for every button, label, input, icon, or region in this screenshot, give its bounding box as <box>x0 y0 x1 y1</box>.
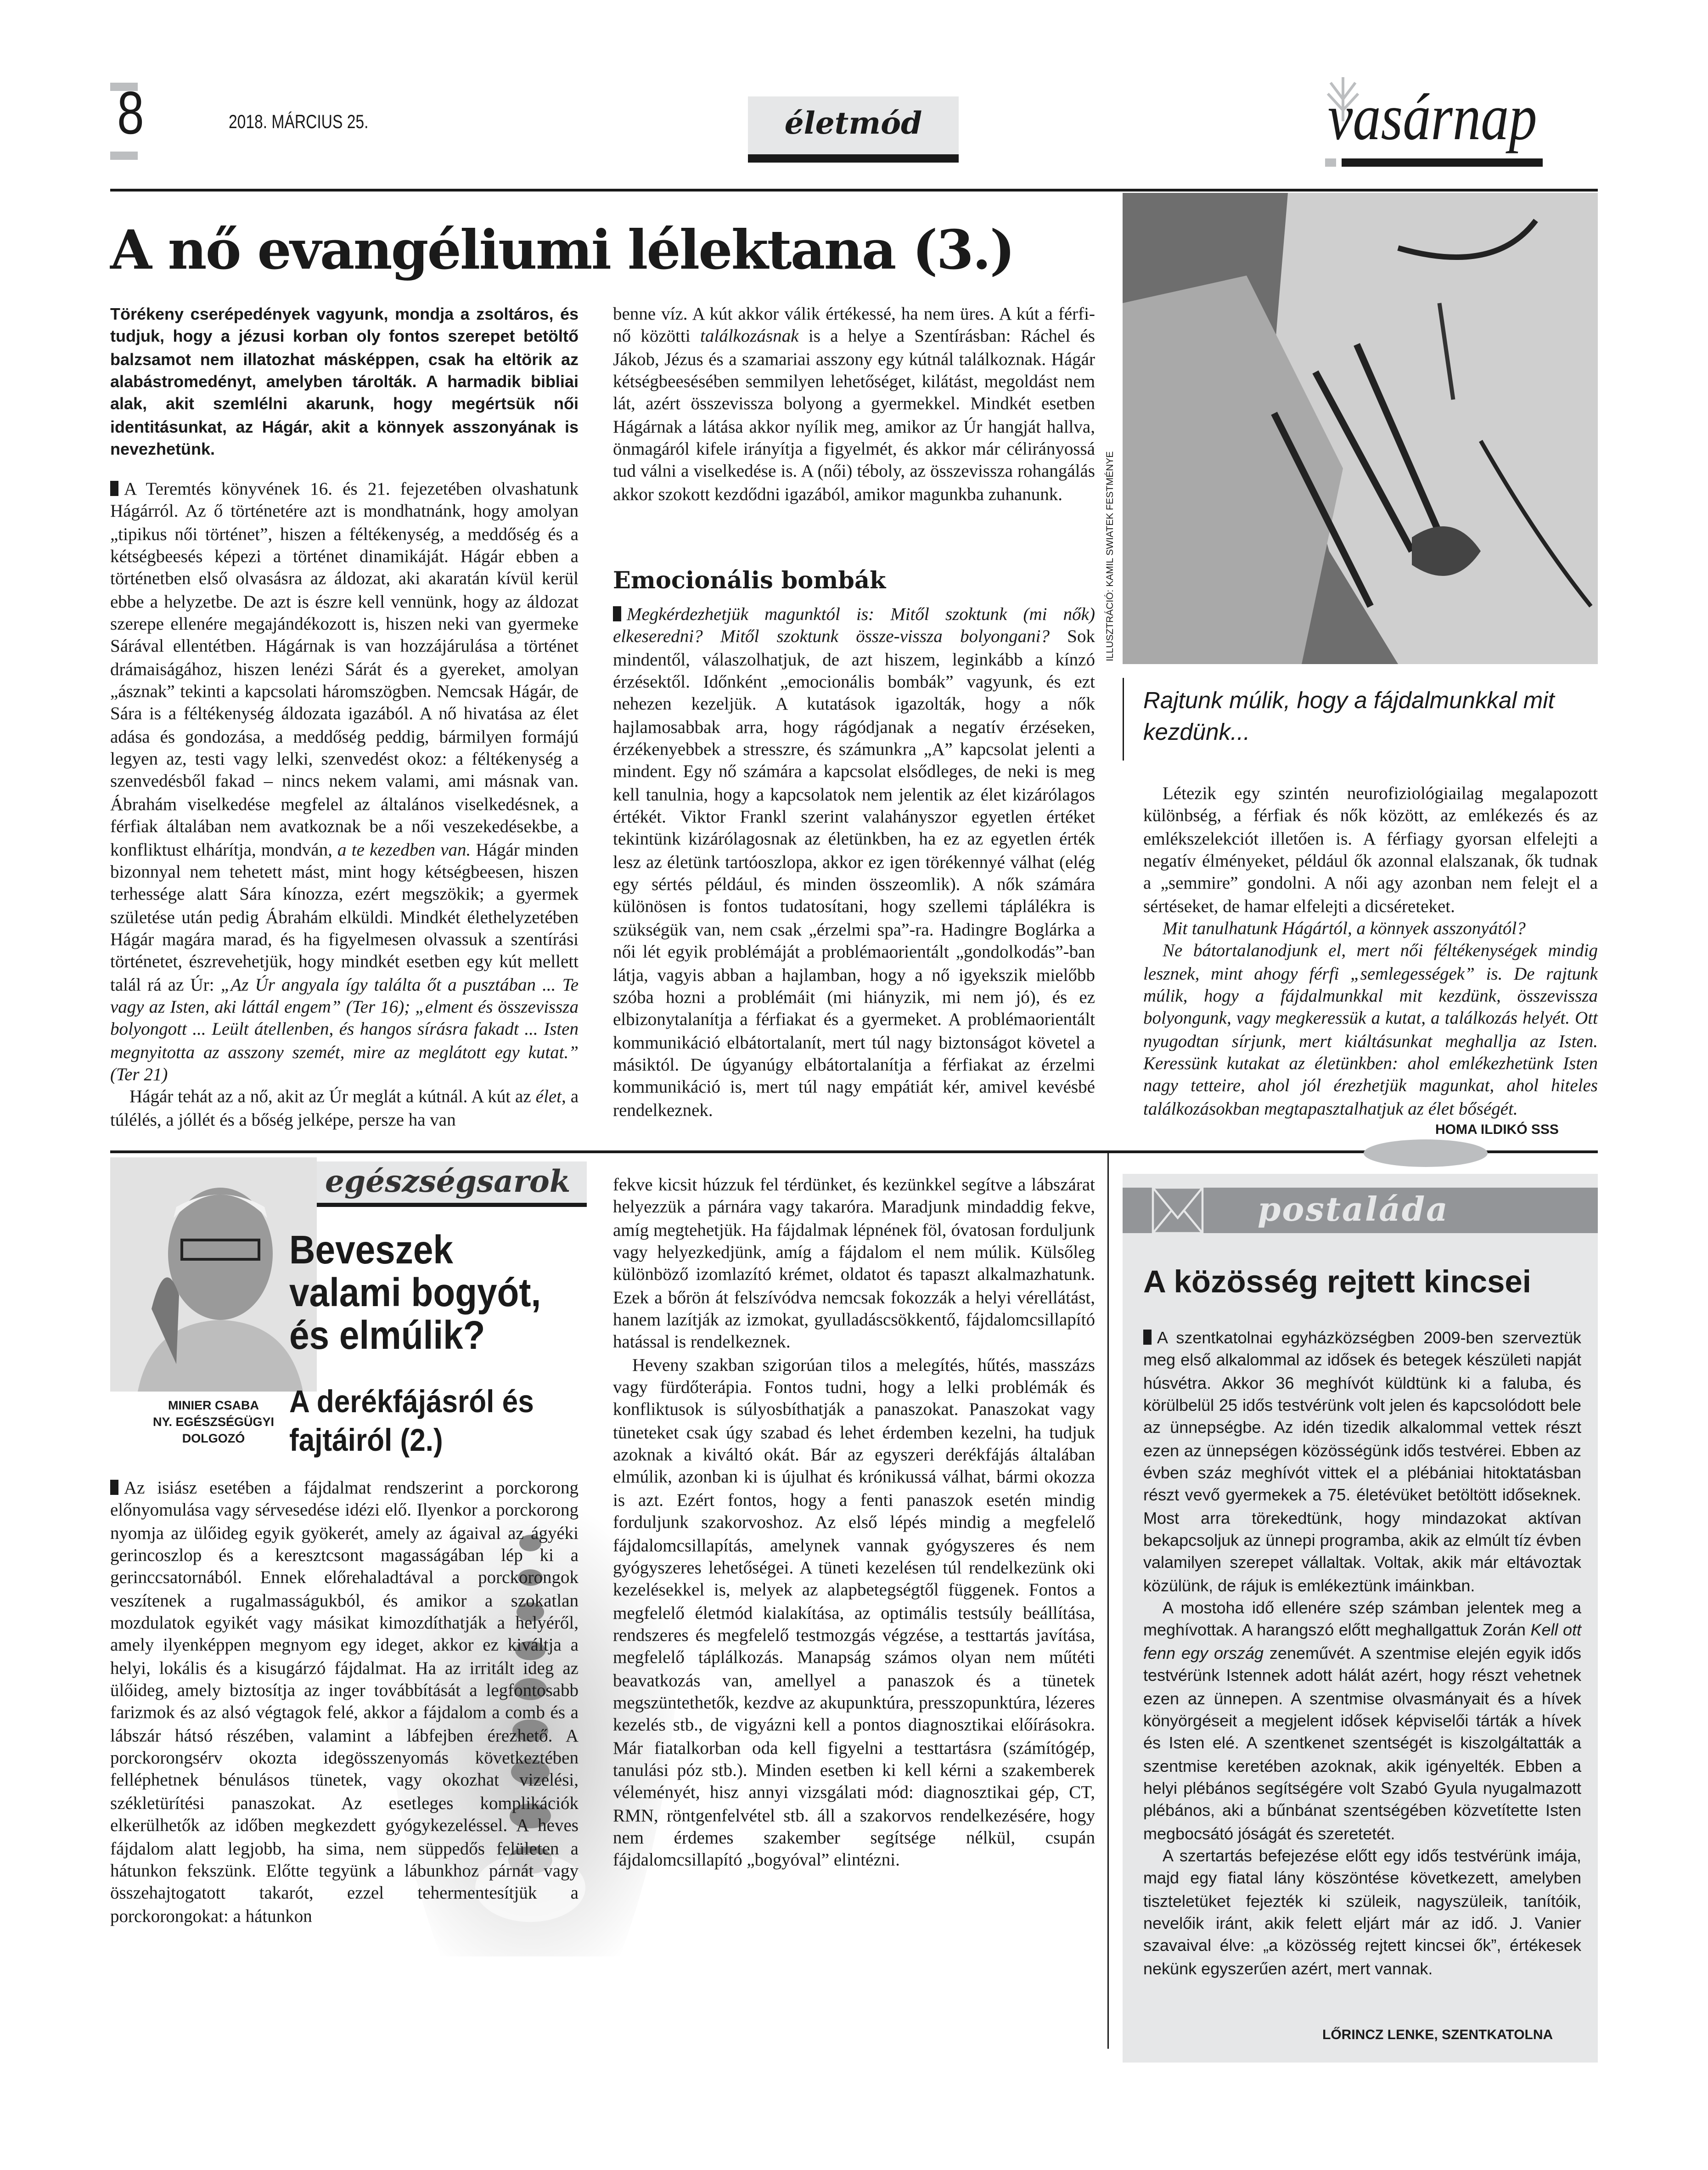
author-role: NY. EGÉSZSÉGÜGYI <box>152 1415 275 1429</box>
text-segment: A Teremtés könyvének 16. és 21. fejezetében olvashatunk Hágárról. Az ő történetére azt is mondhatnánk, hogy amolyan „tipikus női történet”, hiszen a féltékenység, a meddőség és a kétségbeesés képezi a történet dinamikáját. Hágár ebben a történetben első olvasásra az áldozat, aki akaratán kívül kerül ebbe a helyzetbe. De azt is észre kell vennünk, hogy az áldozat szerepe ellenére megajándékozott is, hiszen neki van gyermeke Sárával ellentétben. Hágárnak is van hozzájárulása a történet drámaiságához, hiszen lenézi Sárát és a gyereket, amolyan „ásznak” tekinti a kapcsolati háromszögben. Nemcsak Hágár, de Sára is a féltékenység áldozata igazából. A nő hivatása az élet adása és gondozása, a meddőség peddig, bármilyen formájú legyen az, testi vagy lelki, szenvedést okoz: a féltékenység a szenvedésből fakad – nincs nekem valami, ami másnak van. Ábrahám viselkedése megfelel az általános viselkedésnek, a férfiak általában nem avatkoznak be a női veszekedésekbe, a konfliktust elhárítja, mondván, <box>110 478 579 859</box>
paragraph <box>613 1174 1095 1354</box>
health-section-text: egészségsarok <box>325 1164 571 1200</box>
text-segment: találkozásnak <box>700 326 799 347</box>
mailbox-title: A közösség rejtett kincsei <box>1143 1263 1531 1299</box>
paragraph <box>110 1477 579 1928</box>
mailbox-header <box>1123 1188 1598 1233</box>
mailbox-byline: LŐRINCZ LENKE, SZENTKATOLNA <box>1322 2028 1553 2043</box>
masthead <box>1322 72 1598 168</box>
mailbox-section-text: postaláda <box>1258 1189 1449 1229</box>
header-rule <box>110 189 1598 192</box>
man-portrait-image <box>110 1157 317 1392</box>
pull-quote: Rajtunk múlik, hogy a fájdalmunkkal mit kezdünk... <box>1143 688 1555 745</box>
text-segment: fekve kicsit húzzuk fel térdünket, és kezünkkel segítve a lábszárat helyezzük a párnára vagy takaróra. Maradjunk mindaddig fekve, amíg megtehetjük. Ha fájdalmak lépnének föl, óvatosan forduljunk vagy helyezkedjünk, amíg a fájdalom el nem múlik. Külsőleg különböző izomlazító krémet, oldatot és tapaszt alkalmazhatunk. Ezek a bőrön át felszívódva nemcsak fokozzák a helyi vérellátást, hanem lazítják az izmokat, gyulladáscsökkentő, fájdalomcsillapító hatással is rendelkeznek. <box>613 1174 1095 1353</box>
health-subtitle: A derékfájásról és fajtáiról (2.) <box>289 1383 534 1458</box>
article-column-2 <box>613 303 1095 537</box>
article-column-3 <box>1143 783 1598 1119</box>
paragraph <box>1143 1327 1581 1597</box>
paragraph <box>613 1354 1095 1872</box>
article-lead: Törékeny cserépedények vagyunk, mondja a zsoltáros, és tudjuk, hogy a jézusi korban oly fontos szerepet betöltő balzsamot nem illatozhat másképpen, csak ha eltörik az alabástromedényt, amelyben tárolták. A harmadik bibliai alak, akit szemlélni akarunk, hogy megértsük női identitásunkat, az Hágár, akit a könnyek asszonyának is nevezhetünk. <box>110 304 579 459</box>
text-segment: Létezik egy szintén neurofiziológiailag megalapozott különbség, a férfiak és nők között, az emlékezés és az emlékszelekciót illetően is. A férfiagy gyorsan elfelejti a negatív élményeket, például ők azonnal elalszanak, ők tudnak a „semmire” gondolni. A női agy azonban nem felejt el a sértéseket, de hamar elfelejti a dicséreteket. <box>1143 783 1598 916</box>
masthead-bar-black <box>1342 158 1543 167</box>
text-segment: Az isiász esetében a fájdalmat rendszerint a porckorong előnyomulása vagy sérvesedése idézi elő. Ilyenkor a porckorong nyomja az ülőideg egyik gyökerét, amely az ágaival az ágyéki gerincoszlop és a keresztcsont magasságában lép ki a gerinccsatornából. Ennek előrehaladtával a porckorongok veszítenek a rugalmasságukból, és amikor a szokatlan mozdulatok egyikét vagy másikat kimozdíthatják a helyéről, amely ilyenképpen megnyom egy ideget, akkor ez kiváltja a helyi, lokális és a kisugárzó fájdalmat. Ha az irritált ideg az ülőideg, amely biztosítja az inger továbbítását a legfontosabb farizmok és az alsó végtagok felé, akkor a fájdalom a comb és a lábszár hátsó részében, valamint a lábfejben érezhető. A porckorongsérv okozta idegösszenyomás következtében felléphetnek bénulásos tünetek, vagy okozhat vizelési, székletürítési panaszokat. Az esetleges komplikációk elkerülhetők az időben megkezdett gyógykezeléssel. A heves fájdalom alatt legjobb, ha sima, nem süppedős felületen a hátunkon fekszünk. Előtte tegyünk a lábunkhoz párnát vagy összehajtogatott takarót, ezzel tehermentesítjük a porckorongokat: a hátunkon <box>110 1477 579 1926</box>
author-name: MINIER CSABA <box>168 1398 259 1412</box>
text-segment: élet <box>535 1086 562 1107</box>
paragraph <box>1143 783 1598 918</box>
page-number: 8 <box>117 80 144 147</box>
author-caption <box>110 1397 317 1447</box>
text-segment: Kell ott fenn egy ország <box>1143 1621 1582 1663</box>
paragraph <box>1143 1845 1581 1980</box>
paragraph <box>613 603 1095 1122</box>
text-segment: Mit tanulhatunk Hágártól, a könnyek asszonyától? <box>1163 918 1526 939</box>
article-title: A nő evangéliumi lélektana (3.) <box>110 219 1014 282</box>
text-segment: „Az Úr angyala így találta őt a pusztában ... Te vagy az Isten, aki láttál engem” (Ter 16); „elment és összevissza bolyongott ... Leült átellenben, és hangos sírásra fakadt ... Isten megnyitotta az asszony szemét, mire az meglátott egy kutat.” (Ter 21) <box>110 973 579 1084</box>
text-segment: A szentkatolnai egyházközségben 2009-ben szerveztük meg első alkalommal az idősek és betegek készületi napját húsvétra. Akkor 36 meghívót küldtünk ki a faluba, és körülbelül 25 idős testvérünk volt jelen és kapcsolódott bele az ünnepségbe. Az idén tizedik alkalommal vettek részt ezen az ünnepségen közösségünk idős testvérei. Ebben az évben száz meghívót vittek el a plébániai hitoktatásban részt vevő gyermekek a 75. életévüket betöltött időseknek. Most arra törekedtünk, hogy mindazokat aktívan bekapcsoljuk az ünnepi programba, akik az elmúlt tíz évben valamilyen szerepet vállaltak. Voltak, akik már eltávoztak közülünk, de rájuk is emlékeztünk imáinkban. <box>1143 1328 1581 1595</box>
text-segment: is a helye a Szentírásban: Ráchel és Jákob, Jézus és a szamariai asszony egy kútnál találkoznak. Hágár kétségbeesésében semmilyen lehetőséget, kilátást, megoldást nem lát, azért összevissza bolyong a gyermekkel. Mindkét esetben Hágárnak a látása akkor nyílik meg, amikor az Úr hangját hallva, önmagáról kifele irányítja a figyelmét, és akkor már célirányossá tud válni a viselkedése is. A (női) téboly, az összevissza rohangálás akkor szokott kezdődni igazából, amikor magunkba zuhanunk. <box>613 326 1095 504</box>
text-segment: zeneművét. A szentmise elején egyik idős testvérünk Istennek adott hálát azért, hogy részt vehetnek ezen az ünnepen. A szentmise olvasmányait és a hívek könyörgéseit a megjelent idősek képviselői tárták a hívek és Isten elé. A szentkenet szentségét is kiszolgáltatták a szentmise keretében azoknak, akik igényelték. Ebben a helyi plébános segítségére volt Szabó Gyula nyugalmazott plébános, aki a bűnbánat szentségében közvetítette Isten megbocsátó jóságát és szeretetét. <box>1143 1643 1581 1843</box>
mailbox-body <box>1143 1327 1581 2002</box>
article-subheading: Emocionális bombák <box>613 568 886 595</box>
text-segment: a te kezedben van. <box>337 838 471 859</box>
text-segment: benne víz. A kút akkor válik értékessé, ha nem üres. A kút a férfi-nő közötti <box>613 303 1095 347</box>
text-segment: Hágár minden bizonnyal nem tehetett mást, mint hogy kétségbeesen, hiszen terhessége alatt Sára kínozza, ezért megszökik; a gyermek születése után pedig Ábrahám elküldi. Mindkét élethelyzetében Hágár magára marad, és ha figyelmesen olvassuk a szentírási történetet, észrevehetjük, hogy mindkét esetben egy kút mellett talál rá az Úr: <box>110 838 579 994</box>
quote-rule <box>1123 678 1124 761</box>
paragraph <box>1143 1597 1581 1844</box>
rule-ornament <box>1364 1139 1488 1167</box>
article-byline: HOMA ILDIKÓ SSS <box>1435 1123 1559 1138</box>
column-divider <box>1107 1153 1109 2049</box>
text-segment: Heveny szakban szigorúan tilos a melegítés, hűtés, masszázs vagy fürdőterápia. Fontos tudni, hogy a lelki problémák és konfliktusok is súlyosbíthatják a panaszokat. Panaszokat vagy tüneteket csak úgy szabad és lehet érdemben kezelni, ha tudjuk azoknak a kiváltó okát. Bár az egyszeri derékfájás általában elmúlik, azonban ki is újulhat és krónikussá válhat, bármi okozza is azt. Ezért fontos, hogy a fenti panaszok esetén mindig forduljunk szakorvoshoz. Az első lépés mindig a megfelelő fájdalomcsillapítás, amelynek vannak gyógyszeres és nem gyógyszeres lehetőségei. A tüneti kezelésen túl rendelkezünk oki kezelésekkel is, melyek az alapbetegségtől függenek. Fontos a megfelelő életmód kialakítása, az optimális testsúly beállítása, rendszeres és megfelelő testmozgás végzése, a testtartás javítása, megfelelő táplálkozás. Manapság számos olyan nem műtéti beavatkozás van, amellyel a panaszok és a tünetek megszüntethetők, kezdve az akupunktúra, presszopunktúra, lézeres kezelés stb., de vigyázni kell a pontos diagnosztikai előírásokra. Már fiatalkorban oda kell figyelni a testtartásra (számítógép, tanulási póz stb.). Minden esetben ki kell kérni a szakemberek véleményét, hisz annyi vizsgálati mód: diagnosztikai gép, CT, RMN, röntgenfelvétel stb. áll a szakorvos rendelkezésére, hogy nem érdemes szakember segítsége nélkül, csupán fájdalomcsillapító „bogyóval” elintézni. <box>613 1354 1095 1870</box>
date: 2018. MÁRCIUS 25. <box>229 110 369 132</box>
health-title: Beveszek valami bogyót, és elmúlik? <box>289 1229 541 1358</box>
text-segment: A szertartás befejezése előtt egy idős testvérünk imája, majd egy fiatal lány köszöntése következett, amelyben tiszteletüket fejezték ki szüleik, nagyszüleik, tanítóik, nevelőik iránt, akik felett eljárt már az idő. J. Vanier szavaival élve: „a közösség rejtett kincsei ők”, értékesek nekünk egyszerűen azért, mert vannak. <box>1143 1846 1581 1978</box>
section-label <box>748 96 959 163</box>
section-label-text: életmód <box>784 106 922 142</box>
image-credit: ILLUSZTRÁCIÓ: KAMIL SWIATEK FESTMÉNYE <box>1106 451 1116 661</box>
paragraph <box>1143 940 1598 1120</box>
envelope-icon <box>1150 1188 1205 1233</box>
paragraph <box>1143 918 1598 940</box>
masthead-title: vasárnap <box>1328 81 1537 154</box>
text-segment: Hágár tehát az a nő, akit az Úr meglát a kútnál. A kút az <box>129 1086 536 1107</box>
article-column-2b <box>613 603 1095 1144</box>
text-segment: Megkérdezhetjük magunktól is: Mitől szoktunk (mi nők) elkeseredni? Mitől szoktunk össze-vissza bolyongani? <box>613 603 1095 647</box>
author-role-2: DOLGOZÓ <box>182 1432 245 1445</box>
text-segment: Sok mindentől, válaszolhatjuk, de azt hiszem, leginkább a kínzó érzésektől. Időnként „emocionális bombák” vagyunk, és ezt nehezen kezeljük. A kutatások igazolták, hogy a nők hajlamosabbak arra, hogy rágódjanak a negatív érzéseken, érzékenyebbek a stresszre, és számunkra „A” kapcsolat jelenti a mindent. Egy nő számára a kapcsolat elsődleges, de neki is meg kell tanulnia, hogy a kapcsolatok nem jelentik az élet kizárólagos értékét. Viktor Frankl szerint valahányszor egyetlen értéket tekintünk kizárólagosnak az életünkben, ha ez az egyetlen érték lesz az életünk tartóoszlopa, akkor ez igen törékennyé válhat (elég egy sértés például, és minden összeomlik). A nők számára különösen is fontos tudatosítani, hogy szellemi táplálékra is szükségük van, nem csak „érzelmi spa”-ra. Hadingre Boglárka a női lét egyik problémáját a problémaorientált „gondolkodás”-ban látja, vagyis abban a hajlamban, hogy a nő igyekszik mielőbb szóba hozni a problémáit (mi hiányzik, mi nem jó), és ez elbizonytalanítja a férfiakat és a gyermeket. A problémaorientált kommunikáció elbátortalanít, mert túl nagy biztonságot követel a másiktól. De úgyanúgy elbátortalanítja a férfiakat az érzelmi kommunikáció is, mert túl nagy empátiát kér, amivel kevésbé rendelkeznek. <box>613 626 1095 1120</box>
text-segment: A mostoha idő ellenére szép számban jelentek meg a meghívottak. A harangszó előtt meghallgattuk Zorán <box>1143 1598 1581 1640</box>
illustration-weeping-woman <box>1123 193 1598 664</box>
article-column-1 <box>110 478 579 1139</box>
paragraph <box>110 478 579 1086</box>
text-segment: Ne bátortalanodjunk el, mert női féltékenységek mindig lesznek, mint ahogy férfi „semlegességek” is. De rajtunk múlik, hogy a fájdalmunkkal mit kezdünk, összevissza bolyongunk, vagy megkeressük a kutat, a találkozás helyét. Ott nyugodtan sírjunk, mert kiáltásunkat meghallja az Isten. Keressünk kutakat az életünkben: ahol emlékezhetünk Isten nagy tetteire, ahol jól érezhetjük magunkat, ahol hiteles találkozásokban megtapasztalhatjuk az élet bőségét. <box>1143 940 1598 1119</box>
health-section-label <box>317 1161 587 1207</box>
page-number-bar-bottom <box>110 152 138 160</box>
paragraph <box>110 1086 579 1131</box>
health-column-2 <box>613 1174 1095 2039</box>
painting-image <box>1123 193 1598 664</box>
author-photo <box>110 1157 317 1392</box>
health-column-1 <box>110 1477 579 2042</box>
masthead-bar-grey <box>1325 158 1336 167</box>
text-segment: , a túlélés, a jóllét és a bőség jelképe, persze ha van <box>110 1086 579 1129</box>
paragraph <box>613 303 1095 506</box>
